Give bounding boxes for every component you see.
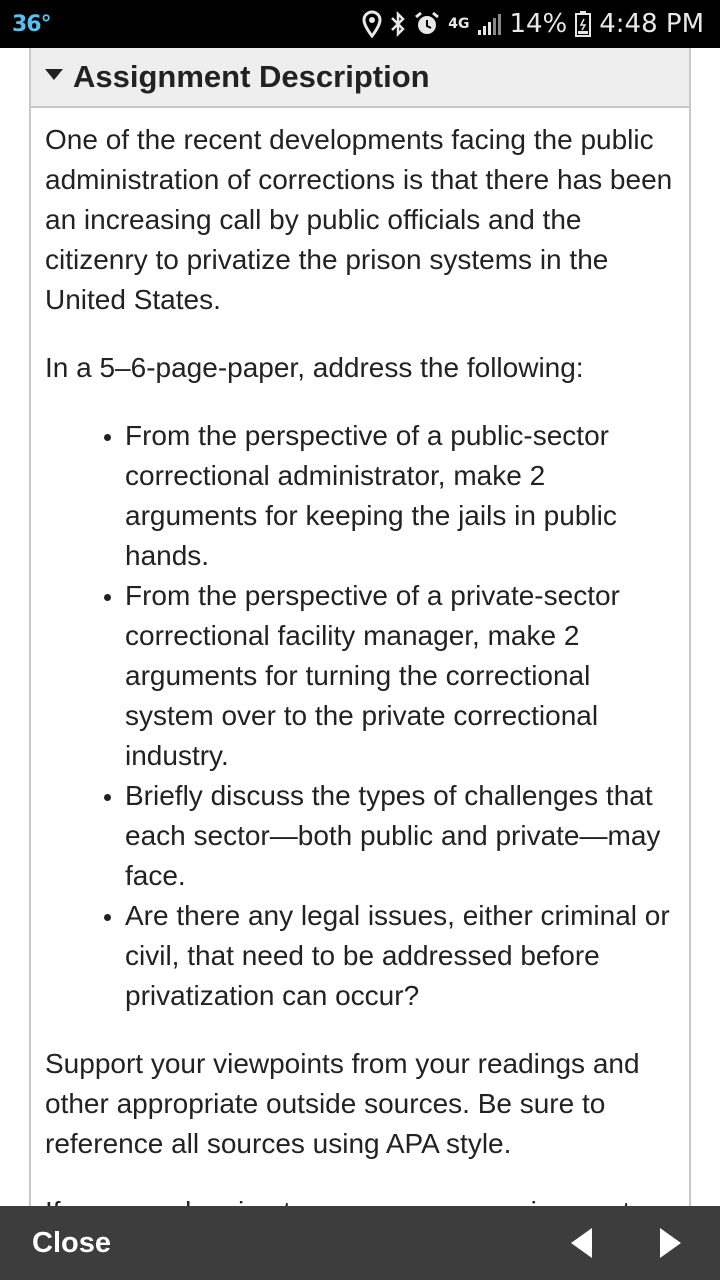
arrow-left-icon[interactable] bbox=[562, 1223, 602, 1263]
intro-paragraph: One of the recent developments facing the public administration of corrections is that there has been an increasing call by public officials and the citizenry to privatize the prison systems in the United States. bbox=[45, 124, 673, 315]
instruction-paragraph: In a 5–6-page-paper, address the following: bbox=[45, 352, 584, 383]
requirements-list bbox=[45, 416, 675, 1016]
alarm-icon bbox=[414, 11, 440, 37]
bottom-toolbar bbox=[0, 1206, 720, 1280]
assignment-panel bbox=[29, 48, 691, 1206]
collapse-triangle-icon[interactable] bbox=[45, 69, 63, 80]
support-paragraph: Support your viewpoints from your readings and other appropriate outside sources. Be sure to reference all sources using APA style. bbox=[45, 1048, 640, 1159]
bluetooth-icon bbox=[390, 11, 406, 37]
battery-icon bbox=[575, 11, 591, 37]
navigation-controls bbox=[562, 1223, 690, 1263]
list-item: • From the perspective of a private-sector correctional facility manager, make 2 arguments for turning the correctional system over to the private correctional industry. bbox=[125, 576, 675, 776]
status-icons bbox=[362, 9, 704, 39]
assignment-content bbox=[31, 108, 689, 1232]
battery-percentage: 14% bbox=[509, 9, 568, 39]
location-icon bbox=[362, 11, 382, 37]
network-type-label: 4G bbox=[448, 16, 470, 32]
section-title: Assignment Description bbox=[73, 59, 430, 94]
status-bar bbox=[0, 0, 720, 48]
close-button[interactable]: Close bbox=[32, 1226, 111, 1259]
assignment-description-header[interactable] bbox=[31, 48, 689, 108]
weather-temperature: 36° bbox=[12, 11, 51, 37]
signal-icon bbox=[477, 12, 501, 36]
list-item: • Are there any legal issues, either criminal or civil, that need to be addressed before privatization can occur? bbox=[125, 896, 675, 1016]
arrow-right-icon[interactable] bbox=[650, 1223, 690, 1263]
list-item: • Briefly discuss the types of challenges that each sector—both public and private—may face. bbox=[125, 776, 675, 896]
clock-time: 4:48 PM bbox=[599, 9, 704, 39]
list-item: • From the perspective of a public-sector correctional administrator, make 2 arguments for keeping the jails in public hands. bbox=[125, 416, 675, 576]
